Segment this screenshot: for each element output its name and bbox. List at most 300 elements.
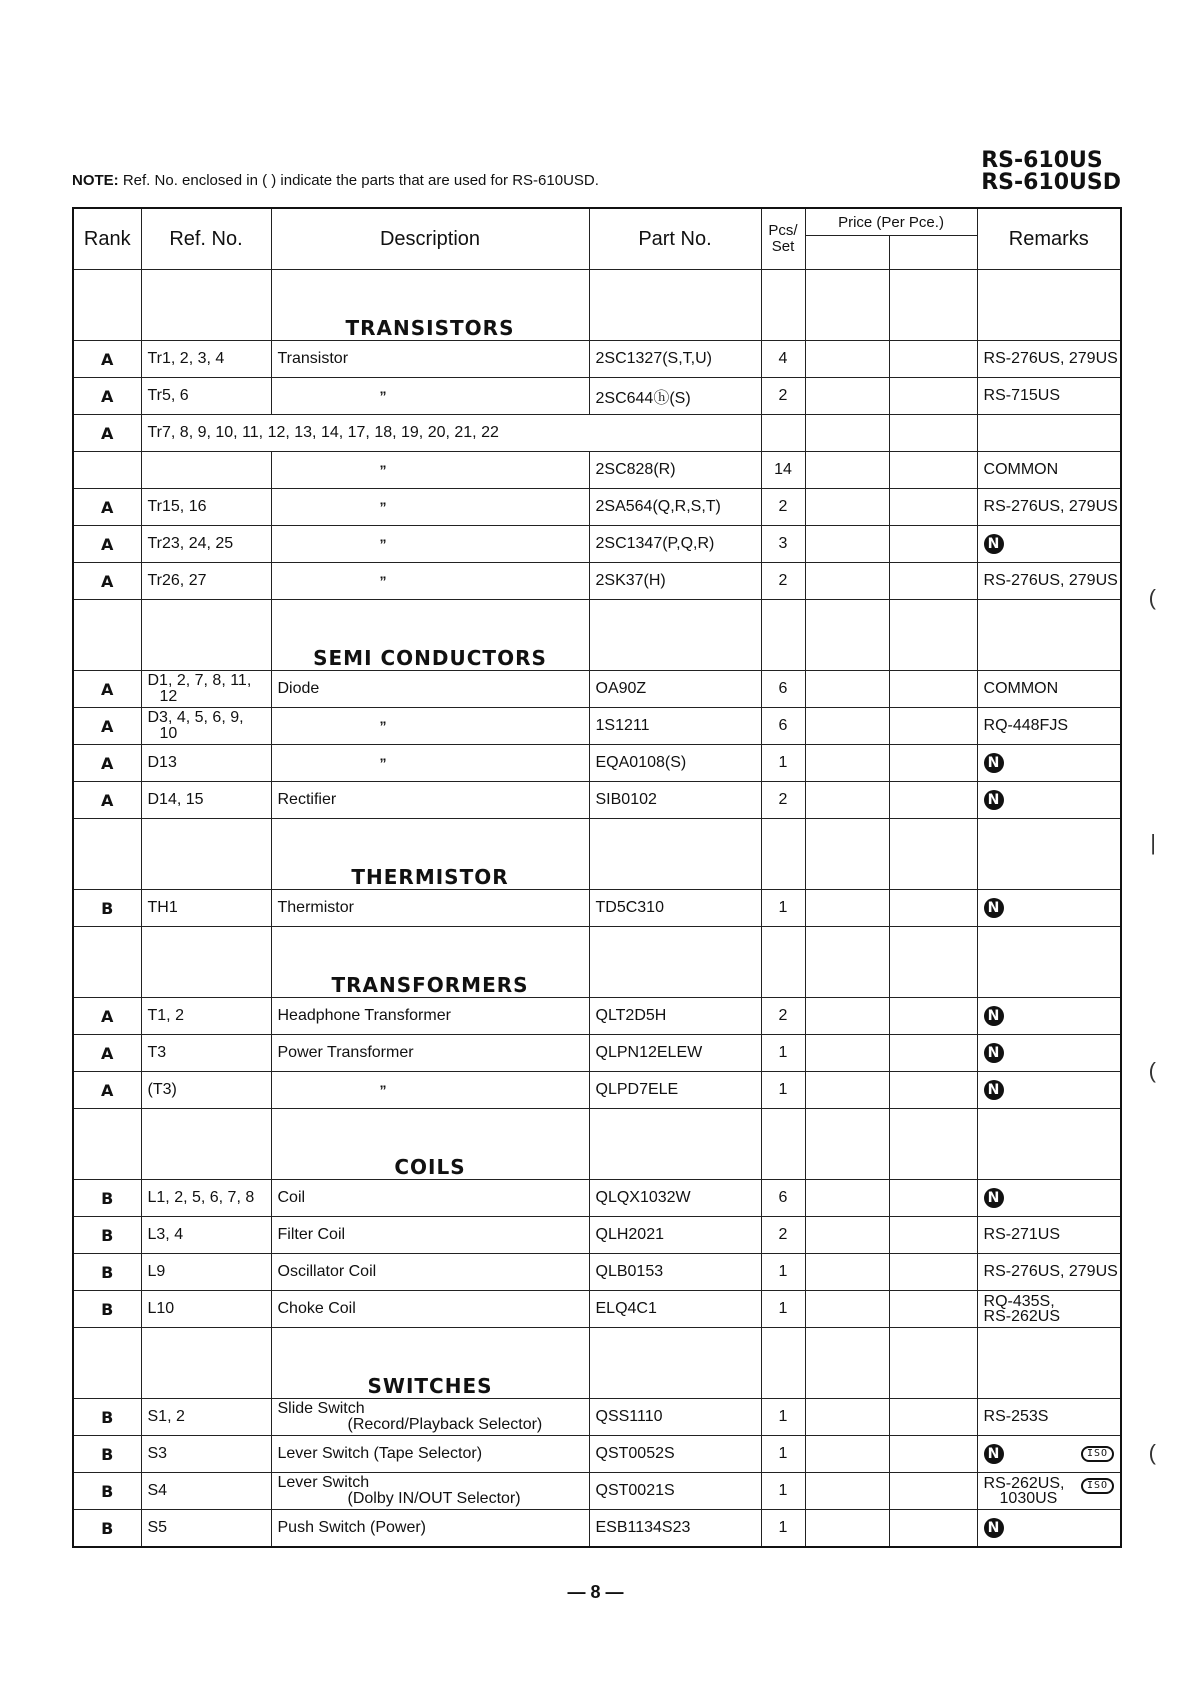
table-row bbox=[73, 1180, 1121, 1217]
model-numbers bbox=[981, 150, 1121, 194]
part-number-cell: QLH2021 bbox=[589, 1217, 761, 1254]
price-cell bbox=[889, 671, 977, 708]
description-text: Slide Switch bbox=[277, 1400, 365, 1417]
section-cell bbox=[271, 600, 589, 671]
ref-text: Tr15, 16 bbox=[147, 498, 207, 515]
table-row bbox=[73, 526, 1121, 563]
remarks-cell bbox=[977, 1436, 1121, 1473]
section-title: SEMI CONDUCTORS bbox=[313, 646, 547, 671]
price-sub-2 bbox=[889, 236, 977, 270]
new-part-icon: N bbox=[984, 1444, 1004, 1464]
rank-cell bbox=[73, 452, 141, 489]
section-cell bbox=[761, 1328, 805, 1399]
remarks-cell bbox=[977, 1291, 1121, 1328]
section-cell bbox=[73, 927, 141, 998]
rank-cell: B bbox=[73, 1254, 141, 1291]
description-cell bbox=[271, 1072, 589, 1109]
ref-cell bbox=[141, 708, 271, 745]
pcs-cell: 2 bbox=[761, 998, 805, 1035]
col-description: Description bbox=[271, 208, 589, 270]
description-text: Headphone Transformer bbox=[277, 1007, 451, 1024]
new-part-icon: N bbox=[984, 534, 1004, 554]
section-cell bbox=[805, 819, 889, 890]
table-row bbox=[73, 890, 1121, 927]
table-row bbox=[73, 415, 1121, 452]
ref-text: D3, 4, 5, 6, 9, bbox=[147, 709, 244, 726]
table-row bbox=[73, 745, 1121, 782]
pcs-cell: 1 bbox=[761, 1399, 805, 1436]
rank-cell: A bbox=[73, 489, 141, 526]
description-cell bbox=[271, 526, 589, 563]
price-cell bbox=[889, 526, 977, 563]
section-cell bbox=[73, 1109, 141, 1180]
remarks-cell bbox=[977, 1399, 1121, 1436]
section-cell bbox=[977, 270, 1121, 341]
remarks-text: RS-276US, 279US bbox=[983, 498, 1118, 515]
new-part-icon: N bbox=[984, 790, 1004, 810]
table-row bbox=[73, 1473, 1121, 1510]
description-text: Thermistor bbox=[277, 899, 354, 916]
part-number-cell: QLPD7ELE bbox=[589, 1072, 761, 1109]
section-cell bbox=[141, 270, 271, 341]
iso-icon: ISO bbox=[1081, 1446, 1114, 1462]
table-row bbox=[73, 998, 1121, 1035]
section-cell bbox=[589, 270, 761, 341]
pcs-cell: 1 bbox=[761, 1254, 805, 1291]
section-header-row bbox=[73, 270, 1121, 341]
table-row bbox=[73, 1510, 1121, 1548]
section-cell bbox=[141, 1328, 271, 1399]
section-title: COILS bbox=[394, 1155, 465, 1180]
rank-cell: A bbox=[73, 415, 141, 452]
description-text: ” bbox=[379, 1082, 387, 1098]
ref-text: L9 bbox=[147, 1263, 166, 1280]
ref-text: D1, 2, 7, 8, 11, bbox=[147, 672, 252, 689]
description-text: Rectifier bbox=[277, 791, 337, 808]
pcs-cell: 2 bbox=[761, 1217, 805, 1254]
section-cell bbox=[977, 927, 1121, 998]
description-text: Coil bbox=[277, 1189, 306, 1206]
remarks-cell bbox=[977, 782, 1121, 819]
price-cell bbox=[889, 745, 977, 782]
remarks-cell bbox=[977, 563, 1121, 600]
description-cell bbox=[271, 890, 589, 927]
ref-text: T3 bbox=[147, 1044, 167, 1061]
remarks-text: RS-253S bbox=[983, 1408, 1049, 1425]
description-cell bbox=[271, 1291, 589, 1328]
remarks-text: RQ-435S, bbox=[983, 1293, 1055, 1310]
price-cell bbox=[889, 1291, 977, 1328]
ref-text: (T3) bbox=[147, 1081, 177, 1098]
section-cell bbox=[141, 1109, 271, 1180]
price-cell bbox=[805, 1399, 889, 1436]
section-header-row bbox=[73, 927, 1121, 998]
description-cell bbox=[271, 782, 589, 819]
model-number-1: RS-610US bbox=[981, 148, 1103, 173]
ref-text: T1, 2 bbox=[147, 1007, 184, 1024]
description-text: Push Switch (Power) bbox=[277, 1519, 426, 1536]
price-cell bbox=[805, 1436, 889, 1473]
price-cell bbox=[889, 341, 977, 378]
description-text: Choke Coil bbox=[277, 1300, 356, 1317]
note bbox=[72, 172, 599, 189]
section-header-row bbox=[73, 1328, 1121, 1399]
description-text: ” bbox=[379, 718, 387, 734]
remarks-cell bbox=[977, 415, 1121, 452]
remarks-cell bbox=[977, 745, 1121, 782]
part-number-cell: 2SC1327(S,T,U) bbox=[589, 341, 761, 378]
description-cell bbox=[271, 745, 589, 782]
pcs-cell bbox=[761, 415, 805, 452]
part-number-cell: TD5C310 bbox=[589, 890, 761, 927]
rank-cell: A bbox=[73, 1072, 141, 1109]
pcs-cell: 1 bbox=[761, 745, 805, 782]
ref-text-line2: 12 bbox=[159, 688, 178, 705]
section-cell bbox=[761, 819, 805, 890]
part-number-cell: QSS1110 bbox=[589, 1399, 761, 1436]
part-number-cell: ESB1134S23 bbox=[589, 1510, 761, 1548]
rank-cell: A bbox=[73, 782, 141, 819]
part-number-cell: QLQX1032W bbox=[589, 1180, 761, 1217]
remarks-cell bbox=[977, 1035, 1121, 1072]
table-row bbox=[73, 378, 1121, 415]
remarks-text: RS-715US bbox=[983, 387, 1060, 404]
description-cell bbox=[271, 452, 589, 489]
section-cell bbox=[271, 1109, 589, 1180]
section-cell bbox=[589, 1109, 761, 1180]
description-cell bbox=[271, 1180, 589, 1217]
section-cell bbox=[761, 270, 805, 341]
ref-text-line2: 10 bbox=[159, 725, 178, 742]
section-cell bbox=[589, 1328, 761, 1399]
price-cell bbox=[805, 1217, 889, 1254]
ref-cell bbox=[141, 1217, 271, 1254]
ref-cell bbox=[141, 526, 271, 563]
price-cell bbox=[889, 1510, 977, 1548]
section-title: SWITCHES bbox=[367, 1374, 492, 1399]
section-cell bbox=[271, 819, 589, 890]
description-text: Lever Switch bbox=[277, 1474, 370, 1491]
remarks-cell bbox=[977, 671, 1121, 708]
price-cell bbox=[805, 782, 889, 819]
table-row bbox=[73, 782, 1121, 819]
margin-mark: ( bbox=[1148, 1058, 1156, 1083]
price-cell bbox=[805, 1254, 889, 1291]
part-number-cell: QLT2D5H bbox=[589, 998, 761, 1035]
part-number-cell: ELQ4C1 bbox=[589, 1291, 761, 1328]
part-number-cell: QST0052S bbox=[589, 1436, 761, 1473]
ref-text: S4 bbox=[147, 1482, 168, 1499]
section-cell bbox=[977, 1109, 1121, 1180]
ref-cell bbox=[141, 671, 271, 708]
pcs-cell: 1 bbox=[761, 1510, 805, 1548]
price-cell bbox=[889, 378, 977, 415]
rank-cell: B bbox=[73, 1217, 141, 1254]
ref-cell bbox=[141, 563, 271, 600]
part-number-cell: 2SC828(R) bbox=[589, 452, 761, 489]
table-row bbox=[73, 1217, 1121, 1254]
rank-cell: B bbox=[73, 1291, 141, 1328]
price-cell bbox=[805, 341, 889, 378]
pcs-cell: 1 bbox=[761, 1072, 805, 1109]
ref-text: D13 bbox=[147, 754, 177, 771]
description-cell bbox=[271, 563, 589, 600]
table-row bbox=[73, 1291, 1121, 1328]
description-cell bbox=[271, 378, 589, 415]
section-cell bbox=[141, 819, 271, 890]
pcs-cell: 3 bbox=[761, 526, 805, 563]
remarks-cell bbox=[977, 1217, 1121, 1254]
part-number-cell: EQA0108(S) bbox=[589, 745, 761, 782]
price-cell bbox=[805, 1035, 889, 1072]
description-cell bbox=[271, 1399, 589, 1436]
remarks-cell bbox=[977, 708, 1121, 745]
ref-text: Tr7, 8, 9, 10, 11, 12, 13, 14, 17, 18, 19, 20, 21, 22 bbox=[147, 424, 499, 441]
section-cell bbox=[805, 600, 889, 671]
new-part-icon: N bbox=[984, 1080, 1004, 1100]
price-cell bbox=[805, 526, 889, 563]
part-number-cell: SIB0102 bbox=[589, 782, 761, 819]
ref-text: TH1 bbox=[147, 899, 178, 916]
rank-cell: B bbox=[73, 1510, 141, 1548]
rank-cell: A bbox=[73, 745, 141, 782]
remarks-cell bbox=[977, 998, 1121, 1035]
pcs-cell: 2 bbox=[761, 782, 805, 819]
margin-mark: ( bbox=[1148, 1440, 1156, 1465]
new-part-icon: N bbox=[984, 1518, 1004, 1538]
rank-cell: B bbox=[73, 1436, 141, 1473]
remarks-cell bbox=[977, 1180, 1121, 1217]
col-part: Part No. bbox=[589, 208, 761, 270]
section-cell bbox=[889, 819, 977, 890]
section-cell bbox=[805, 927, 889, 998]
pcs-cell: 1 bbox=[761, 1035, 805, 1072]
ref-text: S3 bbox=[147, 1445, 168, 1462]
price-cell bbox=[889, 998, 977, 1035]
price-cell bbox=[889, 782, 977, 819]
price-cell bbox=[889, 890, 977, 927]
margin-mark: ( bbox=[1148, 585, 1156, 610]
col-pcs-line1: Pcs/ bbox=[768, 222, 798, 239]
pcs-cell: 2 bbox=[761, 489, 805, 526]
description-cell bbox=[271, 1510, 589, 1548]
ref-cell bbox=[141, 378, 271, 415]
section-cell bbox=[73, 270, 141, 341]
ref-text: L1, 2, 5, 6, 7, 8 bbox=[147, 1189, 255, 1206]
remarks-text: RS-276US, 279US bbox=[983, 572, 1118, 589]
ref-cell bbox=[141, 1510, 271, 1548]
remarks-text: COMMON bbox=[983, 461, 1059, 478]
new-part-icon: N bbox=[984, 898, 1004, 918]
description-cell bbox=[271, 1035, 589, 1072]
ref-cell bbox=[141, 341, 271, 378]
price-cell bbox=[805, 708, 889, 745]
model-number-2: RS-610USD bbox=[981, 170, 1121, 195]
section-header-row bbox=[73, 600, 1121, 671]
description-text: Filter Coil bbox=[277, 1226, 346, 1243]
ref-cell bbox=[141, 1254, 271, 1291]
section-cell bbox=[141, 927, 271, 998]
rank-cell: A bbox=[73, 563, 141, 600]
price-cell bbox=[805, 671, 889, 708]
rank-cell: A bbox=[73, 378, 141, 415]
remarks-text: RS-262US, bbox=[983, 1475, 1065, 1492]
description-text: Power Transformer bbox=[277, 1044, 414, 1061]
margin-mark: | bbox=[1150, 830, 1156, 855]
price-cell bbox=[889, 1473, 977, 1510]
section-cell bbox=[271, 1328, 589, 1399]
ref-cell bbox=[141, 998, 271, 1035]
section-cell bbox=[761, 927, 805, 998]
new-part-icon: N bbox=[984, 753, 1004, 773]
section-cell bbox=[761, 600, 805, 671]
price-cell bbox=[889, 1072, 977, 1109]
ref-text: S1, 2 bbox=[147, 1408, 185, 1425]
section-cell bbox=[73, 600, 141, 671]
rank-cell: B bbox=[73, 890, 141, 927]
pcs-cell: 6 bbox=[761, 1180, 805, 1217]
part-number-cell: 2SK37(H) bbox=[589, 563, 761, 600]
section-cell bbox=[977, 819, 1121, 890]
remarks-cell bbox=[977, 1254, 1121, 1291]
price-cell bbox=[805, 1072, 889, 1109]
ref-cell bbox=[141, 489, 271, 526]
description-cell bbox=[271, 341, 589, 378]
note-text: Ref. No. enclosed in ( ) indicate the parts that are used for RS-610USD. bbox=[122, 172, 599, 189]
pcs-cell: 1 bbox=[761, 1436, 805, 1473]
part-number-cell: OA90Z bbox=[589, 671, 761, 708]
description-cell bbox=[271, 1473, 589, 1510]
remarks-cell bbox=[977, 341, 1121, 378]
col-pcs-line2: Set bbox=[771, 238, 795, 255]
price-sub-1 bbox=[805, 236, 889, 270]
rank-cell: A bbox=[73, 708, 141, 745]
rank-cell: A bbox=[73, 1035, 141, 1072]
section-cell bbox=[889, 270, 977, 341]
price-cell bbox=[889, 563, 977, 600]
section-title: TRANSISTORS bbox=[346, 316, 515, 341]
description-text-line2: (Dolby IN/OUT Selector) bbox=[347, 1490, 521, 1507]
price-cell bbox=[889, 1035, 977, 1072]
remarks-cell bbox=[977, 1072, 1121, 1109]
section-cell bbox=[589, 600, 761, 671]
pcs-cell: 4 bbox=[761, 341, 805, 378]
ref-cell bbox=[141, 1180, 271, 1217]
table-row bbox=[73, 452, 1121, 489]
description-cell bbox=[271, 1217, 589, 1254]
ref-cell bbox=[141, 890, 271, 927]
rank-cell: A bbox=[73, 998, 141, 1035]
price-cell bbox=[805, 1473, 889, 1510]
remarks-text: RQ-448FJS bbox=[983, 717, 1068, 734]
price-cell bbox=[889, 1399, 977, 1436]
remarks-text: RS-271US bbox=[983, 1226, 1060, 1243]
pcs-cell: 6 bbox=[761, 708, 805, 745]
section-cell bbox=[589, 927, 761, 998]
remarks-text: RS-276US, 279US bbox=[983, 1263, 1118, 1280]
table-row bbox=[73, 671, 1121, 708]
pcs-cell: 1 bbox=[761, 890, 805, 927]
header-row bbox=[73, 208, 1121, 236]
price-cell bbox=[805, 1510, 889, 1548]
table-row bbox=[73, 563, 1121, 600]
page-number: — 8 — bbox=[567, 1582, 624, 1602]
price-cell bbox=[805, 415, 889, 452]
section-cell bbox=[889, 927, 977, 998]
ref-text: L10 bbox=[147, 1300, 175, 1317]
section-cell bbox=[805, 270, 889, 341]
section-header-row bbox=[73, 819, 1121, 890]
pcs-cell: 14 bbox=[761, 452, 805, 489]
section-cell bbox=[889, 1109, 977, 1180]
description-cell bbox=[271, 998, 589, 1035]
ref-text: L3, 4 bbox=[147, 1226, 184, 1243]
description-cell bbox=[271, 708, 589, 745]
rank-cell: A bbox=[73, 341, 141, 378]
pcs-cell: 2 bbox=[761, 563, 805, 600]
ref-text: S5 bbox=[147, 1519, 168, 1536]
part-number-cell: QLB0153 bbox=[589, 1254, 761, 1291]
ref-text: Tr1, 2, 3, 4 bbox=[147, 350, 225, 367]
price-cell bbox=[889, 1217, 977, 1254]
part-number-cell: QLPN12ELEW bbox=[589, 1035, 761, 1072]
description-text: ” bbox=[379, 388, 387, 404]
section-cell bbox=[761, 1109, 805, 1180]
description-text: ” bbox=[379, 573, 387, 589]
ref-cell bbox=[141, 1436, 271, 1473]
description-text: ” bbox=[379, 462, 387, 478]
remarks-cell bbox=[977, 526, 1121, 563]
section-title: TRANSFORMERS bbox=[331, 973, 528, 998]
rank-cell: A bbox=[73, 671, 141, 708]
rank-cell: B bbox=[73, 1180, 141, 1217]
table-row bbox=[73, 1436, 1121, 1473]
price-cell bbox=[805, 745, 889, 782]
price-cell bbox=[805, 563, 889, 600]
price-cell bbox=[889, 1254, 977, 1291]
ref-cell bbox=[141, 452, 271, 489]
remarks-text: COMMON bbox=[983, 680, 1059, 697]
remarks-cell bbox=[977, 1510, 1121, 1548]
ref-text: Tr26, 27 bbox=[147, 572, 207, 589]
section-cell bbox=[805, 1328, 889, 1399]
parts-body bbox=[73, 270, 1121, 1548]
ref-cell bbox=[141, 745, 271, 782]
pcs-cell: 1 bbox=[761, 1473, 805, 1510]
ref-cell bbox=[141, 1399, 271, 1436]
col-ref: Ref. No. bbox=[141, 208, 271, 270]
price-cell bbox=[805, 489, 889, 526]
remarks-cell bbox=[977, 452, 1121, 489]
section-cell bbox=[141, 600, 271, 671]
section-title: THERMISTOR bbox=[351, 865, 508, 890]
ref-cell bbox=[141, 782, 271, 819]
price-cell bbox=[889, 489, 977, 526]
price-cell bbox=[889, 452, 977, 489]
description-cell bbox=[271, 1436, 589, 1473]
note-label: NOTE: bbox=[72, 172, 119, 189]
price-cell bbox=[805, 890, 889, 927]
section-cell bbox=[589, 819, 761, 890]
description-cell bbox=[271, 489, 589, 526]
remarks-cell bbox=[977, 1473, 1121, 1510]
remarks-text: RS-276US, 279US bbox=[983, 350, 1118, 367]
table-row bbox=[73, 1254, 1121, 1291]
ref-cell bbox=[141, 1473, 271, 1510]
description-cell bbox=[271, 1254, 589, 1291]
price-cell bbox=[805, 378, 889, 415]
ref-cell bbox=[141, 415, 761, 452]
